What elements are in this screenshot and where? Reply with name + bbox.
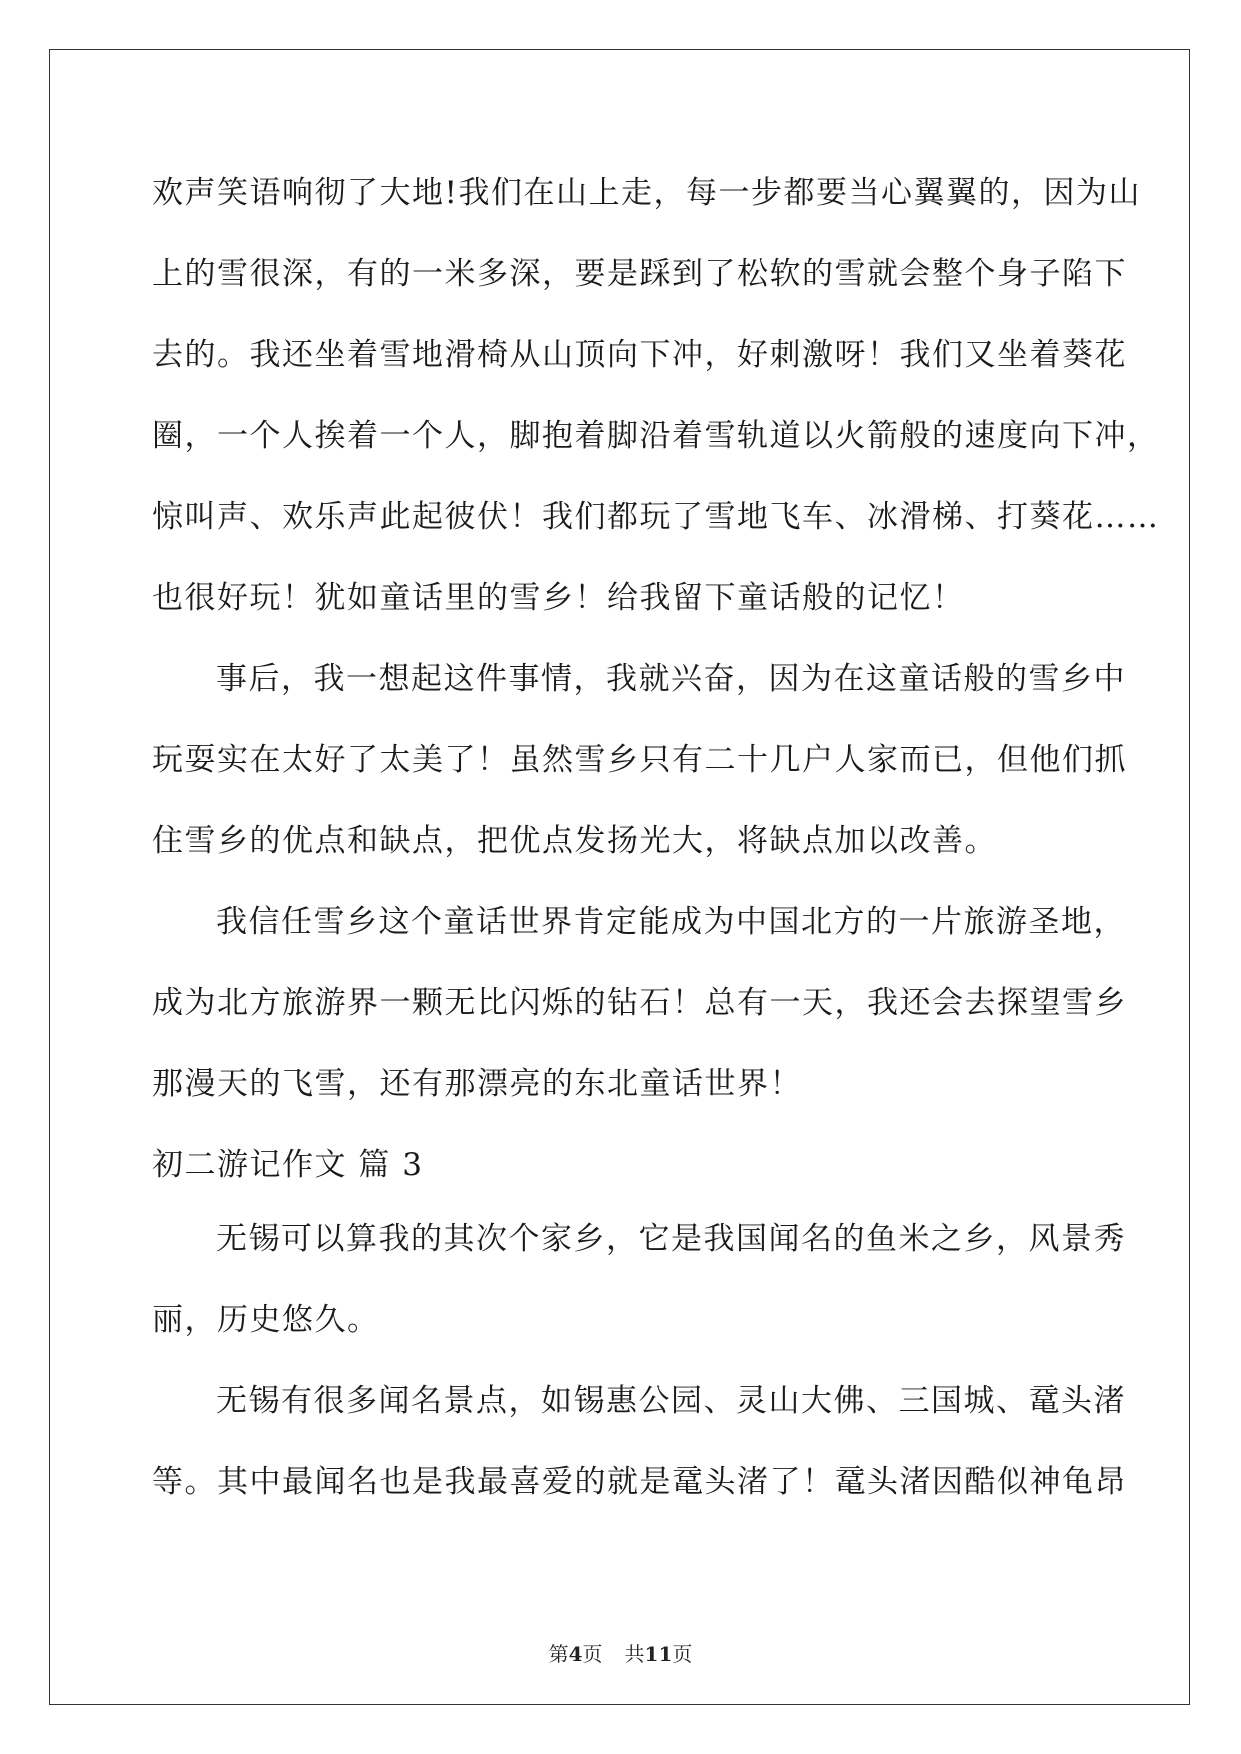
section-heading: 初二游记作文 篇 3 bbox=[152, 1147, 424, 1183]
text-line: 上的雪很深，有的一米多深，要是踩到了松软的雪就会整个身子陷下 bbox=[152, 256, 1127, 292]
text-line: 圈，一个人挨着一个人，脚抱着脚沿着雪轨道以火箭般的速度向下冲， bbox=[152, 418, 1160, 454]
document-body bbox=[152, 163, 1160, 1533]
text-line: 也很好玩！犹如童话里的雪乡！给我留下童话般的记忆！ bbox=[152, 580, 965, 616]
text-line: 玩耍实在太好了太美了！虽然雪乡只有二十几户人家而已，但他们抓 bbox=[152, 742, 1127, 778]
text-line: 那漫天的飞雪，还有那漂亮的东北童话世界！ bbox=[152, 1066, 802, 1102]
paragraph-start-line: 无锡可以算我的其次个家乡，它是我国闻名的鱼米之乡，风景秀 bbox=[216, 1221, 1126, 1257]
text-line: 欢声笑语响彻了大地!我们在山上走，每一步都要当心翼翼的，因为山 bbox=[152, 175, 1141, 211]
paragraph-start-line: 无锡有很多闻名景点，如锡惠公园、灵山大佛、三国城、鼋头渚 bbox=[216, 1383, 1126, 1419]
footer-prefix: 第 bbox=[548, 1642, 569, 1666]
total-page-count: 11 bbox=[644, 1642, 673, 1666]
paragraph-start-line: 我信任雪乡这个童话世界肯定能成为中国北方的一片旅游圣地， bbox=[216, 904, 1126, 940]
current-page-number: 4 bbox=[568, 1642, 583, 1666]
footer-total-suffix: 页 bbox=[672, 1642, 693, 1666]
text-line: 等。其中最闻名也是我最喜爱的就是鼋头渚了！鼋头渚因酷似神龟昂 bbox=[152, 1464, 1127, 1500]
text-line: 去的。我还坐着雪地滑椅从山顶向下冲，好刺激呀！我们又坐着葵花 bbox=[152, 337, 1127, 373]
text-line: 惊叫声、欢乐声此起彼伏！我们都玩了雪地飞车、冰滑梯、打葵花…… bbox=[152, 499, 1160, 535]
text-line: 住雪乡的优点和缺点，把优点发扬光大，将缺点加以改善。 bbox=[152, 823, 997, 859]
footer-total-prefix: 共 bbox=[624, 1642, 645, 1666]
paragraph-start-line: 事后，我一想起这件事情，我就兴奋，因为在这童话般的雪乡中 bbox=[216, 661, 1126, 697]
text-line: 丽，历史悠久。 bbox=[152, 1302, 380, 1338]
page-footer bbox=[0, 1638, 1241, 1667]
footer-page-suffix: 页 bbox=[582, 1642, 603, 1666]
text-line: 成为北方旅游界一颗无比闪烁的钻石！总有一天，我还会去探望雪乡 bbox=[152, 985, 1127, 1021]
